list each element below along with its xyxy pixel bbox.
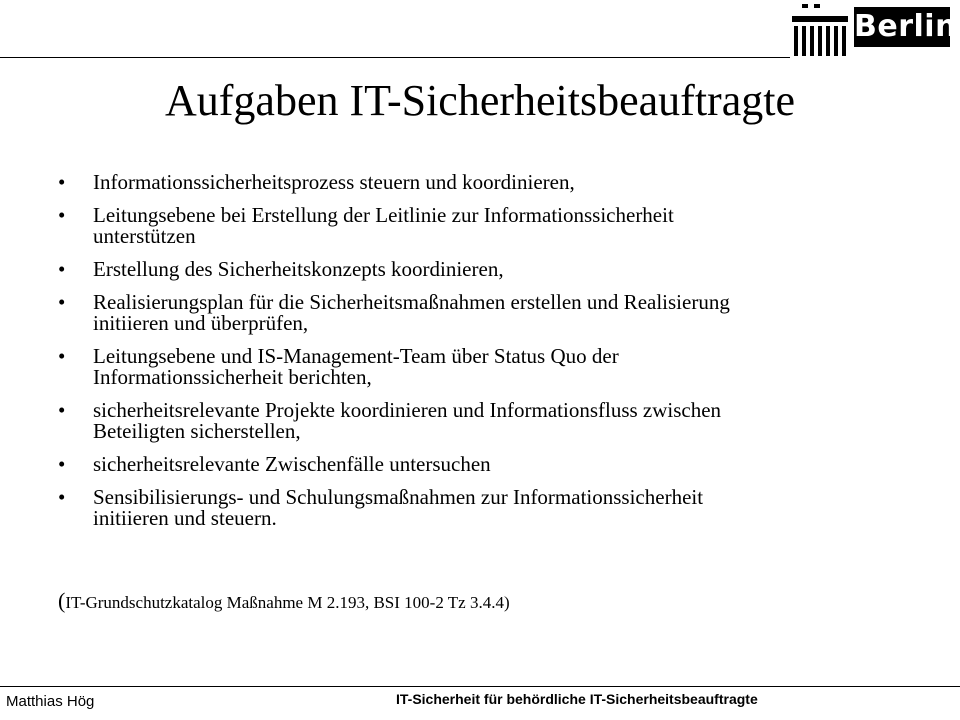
- footer-title: IT-Sicherheit für behördliche IT-Sicherheitsbeauftragte: [396, 691, 758, 707]
- bullet-text-line: Leitungsebene und IS-Management-Team über Status Quo der: [93, 344, 619, 368]
- source-citation: [58, 588, 510, 616]
- bullet-dot: •: [58, 344, 66, 368]
- bullet-dot: •: [58, 398, 66, 422]
- bullet-text-line: unterstützen: [93, 224, 196, 248]
- bullet-item: [58, 205, 918, 247]
- bullet-item: [58, 259, 918, 280]
- bullet-text-line: Leitungsebene bei Erstellung der Leitlinie zur Informationssicherheit: [93, 203, 674, 227]
- bullet-item: [58, 346, 918, 388]
- bullet-text-line: sicherheitsrelevante Projekte koordinieren und Informationsfluss zwischen: [93, 398, 722, 422]
- bullet-text-line: Erstellung des Sicherheitskonzepts koordinieren,: [93, 257, 504, 281]
- bullet-text-line: sicherheitsrelevante Zwischenfälle untersuchen: [93, 452, 491, 476]
- bullet-text-line: initiieren und steuern.: [93, 506, 277, 530]
- logo-wordmark: Berlin: [854, 7, 950, 47]
- bullet-dot: •: [58, 257, 66, 281]
- bullet-dot: •: [58, 290, 66, 314]
- bullet-text-line: Beteiligten sicherstellen,: [93, 419, 301, 443]
- bullet-dot: •: [58, 170, 66, 194]
- berlin-logo: [788, 4, 957, 60]
- slide-title: Aufgaben IT-Sicherheitsbeauftragte: [164, 76, 795, 125]
- header-rule: [0, 57, 790, 58]
- bullet-dot: •: [58, 203, 66, 227]
- bullet-text-line: Sensibilisierungs- und Schulungsmaßnahmen zur Informationssicherheit: [93, 485, 704, 509]
- brandenburg-gate-icon: [788, 4, 852, 60]
- bullet-item: [58, 454, 918, 475]
- source-paren: (: [58, 588, 66, 613]
- bullet-text-line: Informationssicherheitsprozess steuern und koordinieren,: [93, 170, 575, 194]
- bullet-list: [58, 172, 918, 541]
- footer-rule: [0, 686, 960, 687]
- bullet-item: [58, 487, 918, 529]
- source-text: IT-Grundschutzkatalog Maßnahme M 2.193, BSI 100-2 Tz 3.4.4): [65, 593, 510, 612]
- bullet-item: [58, 400, 918, 442]
- bullet-dot: •: [58, 485, 66, 509]
- bullet-text-line: Informationssicherheit berichten,: [93, 365, 372, 389]
- bullet-text-line: initiieren und überprüfen,: [93, 311, 309, 335]
- bullet-text-line: Realisierungsplan für die Sicherheitsmaßnahmen erstellen und Realisierung: [93, 290, 730, 314]
- bullet-dot: •: [58, 452, 66, 476]
- footer-author: Matthias Hög: [6, 693, 95, 710]
- bullet-item: [58, 292, 918, 334]
- bullet-item: [58, 172, 918, 193]
